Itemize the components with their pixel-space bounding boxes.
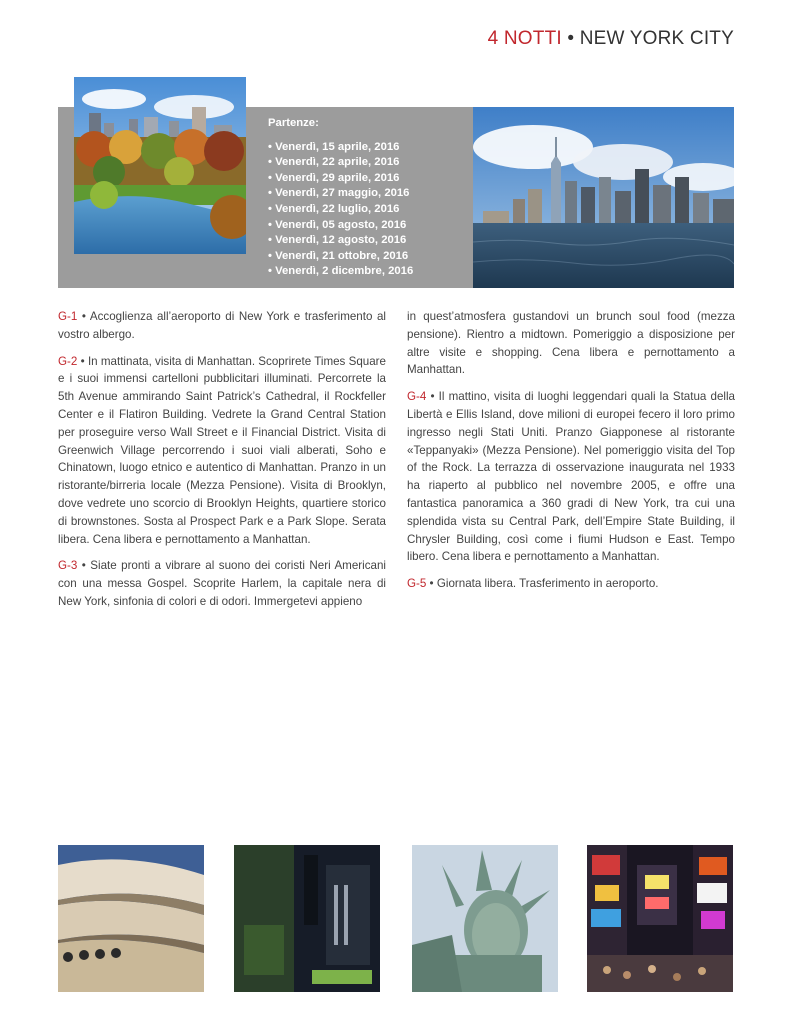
day-text: Giornata libera. Trasferimento in aeroporto. [436, 577, 659, 591]
statue-of-liberty-photo [412, 845, 558, 992]
day-label: G-4 [407, 390, 427, 404]
day-text: Accoglienza all’aeroporto di New York e trasferimento al vostro albergo. [58, 310, 386, 341]
title-city: NEW YORK CITY [579, 28, 734, 49]
day-text: Siate pronti a vibrare al suono dei coristi Neri Americani con una messa Gospel. Scoprite Harlem, la capitale nera di New York, sinfonia di colori e di odori. Immergetevi appieno [58, 559, 386, 608]
itinerary-right-column [407, 308, 735, 602]
central-park-photo [74, 77, 246, 254]
day-text: in quest’atmosfera gustandovi un brunch soul food (mezza pensione). Rientro a midtown. Pomeriggio a disposizione per altre visite e shopping. Cena libera e pernottamento a Manhattan. [407, 310, 735, 377]
itinerary-left-column [58, 308, 386, 620]
day-label: G-2 [58, 354, 78, 368]
departure-date: • Venerdì, 22 aprile, 2016 [268, 155, 413, 171]
guggenheim-photo [58, 845, 204, 992]
day-label: G-5 [407, 577, 427, 591]
departure-date: • Venerdì, 15 aprile, 2016 [268, 140, 413, 156]
departure-date: • Venerdì, 12 agosto, 2016 [268, 233, 413, 249]
day-text: In mattinata, visita di Manhattan. Scoprirete Times Square e i suoi immensi cartelloni pubblicitari illuminati. Percorrete la 5th Avenue ammirando Saint Patrick’s Cathedral, il Rockfeller Center e il Flatiron Building. Vedrete la Grand Central Station per proseguire verso Wall Street e il Financial District. Visita di Greenwich Village percorrendo i suoi viali alberati, Soho e Chinatown, luogo etnico e autentico di Manhattan. Pranzo in un ristorante/birreria locale (Mezza Pensione). Visita di Brooklyn, dove vedrete uno scorcio di Brooklyn Heights, quartiere storico di brownstones. Sosta al Prospect Park e a Park Slope. Serata libera. Cena libera e pernottamento a Manhattan. [58, 354, 386, 546]
departure-date: • Venerdì, 05 agosto, 2016 [268, 218, 413, 234]
title-separator: • [567, 28, 575, 49]
itinerary-day-continuation [407, 308, 735, 379]
departures-list [268, 116, 413, 280]
day-text: Il mattino, visita di luoghi leggendari quali la Statua della Libertà e Ellis Island, dove milioni di europei fecero il loro primo ingresso negli Stati Uniti. Pranzo Giapponese al ristorante «Teppanyaki» (Mezza Pensione). Nel pomeriggio visita del Top of the Rock. La terrazza di osservazione inaugurata nel 1933 ha riaperto al pubblico nel novembre 2005, e offre una fantastica panoramica a 360 gradi di New York, tra cui una splendida vista su Central Park, dell’Empire State Building, il Chrysler Building, così come i fiumi Hudson e East. Tempo libero. Cena libera e pernottamento a Manhattan. [407, 390, 735, 564]
departure-date: • Venerdì, 27 maggio, 2016 [268, 186, 413, 202]
itinerary-day: G-1 • Accoglienza all’aeroporto di New York e trasferimento al vostro albergo. [58, 310, 386, 341]
manhattan-skyline-photo [473, 107, 734, 288]
itinerary-day: G-4 • Il mattino, visita di luoghi leggendari quali la Statua della Libertà e Ellis Island, dove milioni di europei fecero il loro primo ingresso negli Stati Uniti. Pranzo Giapponese al ristorante «Teppanyaki» (Mezza Pensione). Nel pomeriggio visita del Top of the Rock. La terrazza di osservazione inaugurata nel 1933 ha riaperto al pubblico nel novembre 2005, e offre una fantastica panoramica a 360 gradi di New York, tra cui una splendida vista su Central Park, dell’Empire State Building, il Chrysler Building, così come i fiumi Hudson e East. Tempo libero. Cena libera e pernottamento a Manhattan. [407, 390, 735, 564]
times-square-photo [587, 845, 733, 992]
departure-date: • Venerdì, 29 aprile, 2016 [268, 171, 413, 187]
page-title [488, 28, 734, 50]
day-label: G-3 [58, 559, 78, 573]
moma-building-photo [234, 845, 380, 992]
itinerary-day: G-3 • Siate pronti a vibrare al suono dei coristi Neri Americani con una messa Gospel. Scoprite Harlem, la capitale nera di New York, sinfonia di colori e di odori. Immergetevi appieno [58, 559, 386, 608]
departure-date: • Venerdì, 22 luglio, 2016 [268, 202, 413, 218]
day-label: G-1 [58, 310, 78, 323]
itinerary-day: G-5 • Giornata libera. Trasferimento in aeroporto. [407, 577, 659, 591]
itinerary-day: G-2 • In mattinata, visita di Manhattan. Scoprirete Times Square e i suoi immensi cartelloni pubblicitari illuminati. Percorrete la 5th Avenue ammirando Saint Patrick’s Cathedral, il Rockfeller Center e il Flatiron Building. Vedrete la Grand Central Station per proseguire verso Wall Street e il Financial District. Visita di Greenwich Village percorrendo i suoi viali alberati, Soho e Chinatown, luogo etnico e autentico di Manhattan. Pranzo in un ristorante/birreria locale (Mezza Pensione). Visita di Brooklyn, dove vedrete uno scorcio di Brooklyn Heights, quartiere storico di brownstones. Sosta al Prospect Park e a Park Slope. Serata libera. Cena libera e pernottamento a Manhattan. [58, 354, 386, 546]
departure-date: • Venerdì, 2 dicembre, 2016 [268, 264, 413, 280]
title-nights: 4 NOTTI [487, 28, 562, 49]
departure-date: • Venerdì, 21 ottobre, 2016 [268, 249, 413, 265]
departures-heading: Partenze: [268, 117, 319, 129]
